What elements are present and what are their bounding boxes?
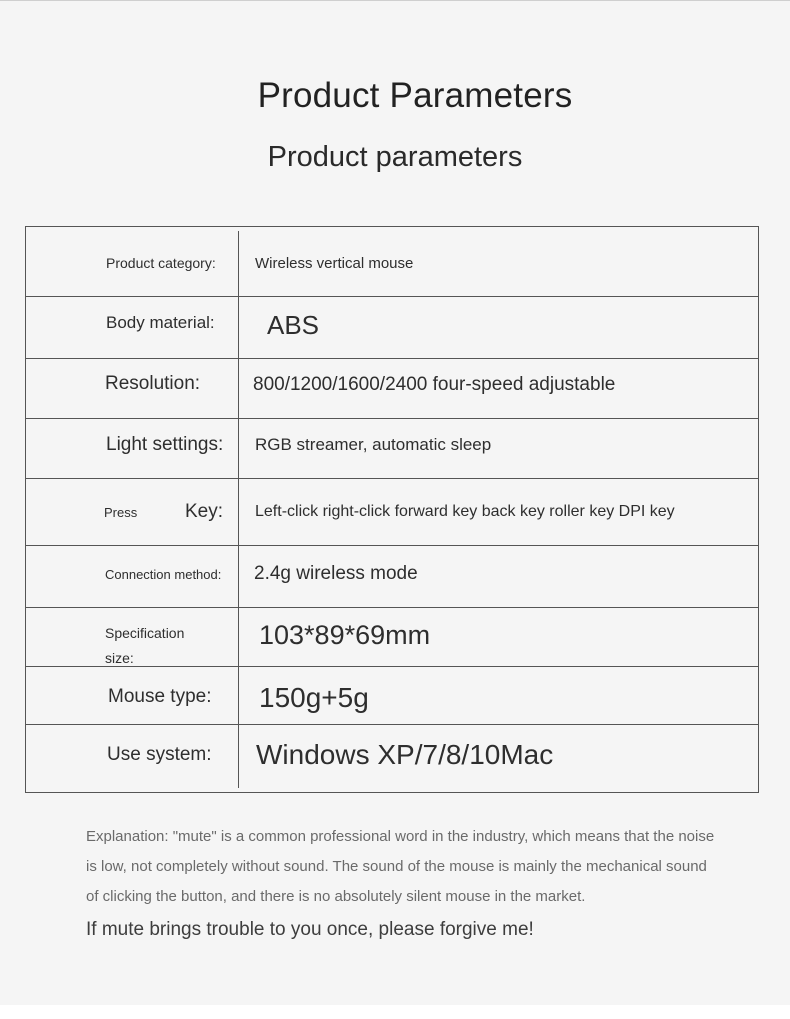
param-label: Product category: — [106, 255, 216, 271]
param-value: Left-click right-click forward key back key roller key DPI key — [255, 503, 675, 520]
note-line: Explanation: "mute" is a common professional word in the industry, which means that the noise — [86, 828, 715, 845]
param-label: Key: — [185, 501, 224, 522]
param-value: 103*89*69mm — [259, 620, 431, 650]
param-label-prefix: Press — [104, 505, 138, 520]
param-value: 800/1200/1600/2400 four-speed adjustable — [253, 374, 616, 395]
page-title: Product Parameters — [257, 76, 573, 115]
note-line: of clicking the button, and there is no absolutely silent mouse in the market. — [86, 888, 586, 905]
param-label: Use system: — [107, 744, 212, 765]
param-value: Windows XP/7/8/10Mac — [256, 739, 554, 770]
param-label-line2: size: — [105, 650, 134, 666]
table-row — [26, 296, 758, 358]
param-value: 2.4g wireless mode — [254, 563, 418, 584]
table-row — [26, 724, 758, 792]
table-row — [26, 607, 758, 666]
parameters-table — [25, 226, 759, 793]
bottom-strip — [0, 1005, 790, 1019]
apology-text: If mute brings trouble to you once, please forgive me! — [86, 919, 534, 940]
note-line: is low, not completely without sound. The sound of the mouse is mainly the mechanical sound — [86, 858, 707, 875]
param-label: Connection method: — [105, 567, 222, 582]
param-value: ABS — [267, 310, 320, 340]
table-row — [26, 545, 758, 607]
param-value: 150g+5g — [259, 682, 369, 713]
top-border — [0, 0, 790, 1]
table-row — [26, 666, 758, 724]
param-value: RGB streamer, automatic sleep — [255, 435, 492, 454]
param-label: Mouse type: — [108, 686, 212, 707]
table-row — [26, 227, 758, 296]
page-subtitle: Product parameters — [267, 141, 523, 173]
param-label-line1: Specification — [105, 625, 185, 641]
param-value: Wireless vertical mouse — [255, 255, 414, 272]
explanation-note — [86, 822, 746, 912]
param-label: Body material: — [106, 313, 215, 332]
param-label: Light settings: — [106, 434, 224, 455]
table-row — [26, 418, 758, 478]
param-label: Resolution: — [105, 373, 201, 394]
table-row — [26, 358, 758, 418]
table-row — [26, 478, 758, 545]
